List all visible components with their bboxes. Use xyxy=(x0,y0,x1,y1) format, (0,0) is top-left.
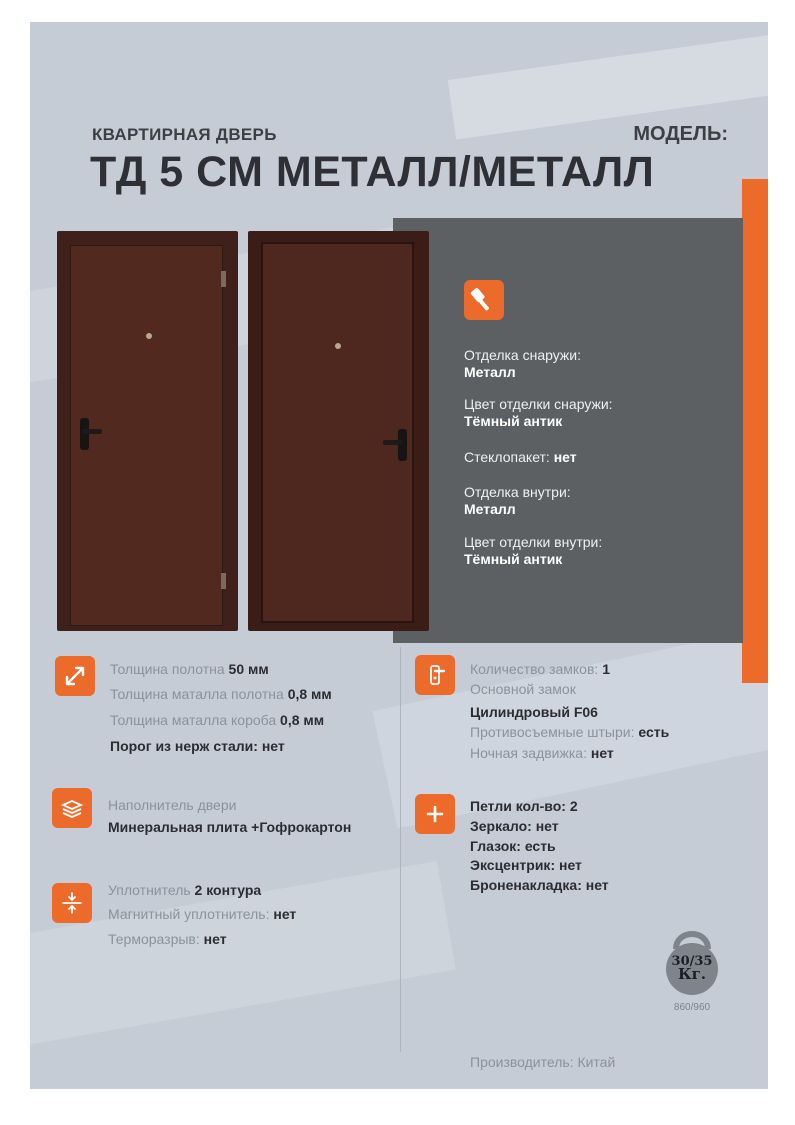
finish-spec: Цвет отделки снаружи: Тёмный антик xyxy=(464,396,613,429)
spec-line: Толщина маталла короба 0,8 мм xyxy=(110,712,325,728)
lock-plate xyxy=(80,418,89,450)
filler-value: Минеральная плита +Гофрокартон xyxy=(108,819,352,835)
spec-line: Цилиндровый F06 xyxy=(470,704,598,720)
spec-line: Эксцентрик: нет xyxy=(470,857,582,873)
finish-panel xyxy=(393,218,743,643)
resize-arrows-icon xyxy=(55,656,95,696)
peephole xyxy=(146,333,152,339)
accent-bar xyxy=(742,179,768,683)
spec-line: Толщина маталла полотна 0,8 мм xyxy=(110,686,332,702)
hinge xyxy=(221,573,226,589)
spec-line: Толщина полотна 50 мм xyxy=(110,661,269,677)
spec-line: Магнитный уплотнитель: нет xyxy=(108,906,297,922)
door-outside-image xyxy=(57,231,238,631)
column-divider xyxy=(400,647,401,1052)
spec-line: Ночная задвижка: нет xyxy=(470,745,614,761)
finish-spec: Стеклопакет: нет xyxy=(464,449,577,465)
spec-line: Петли кол-во: 2 xyxy=(470,798,578,814)
plus-icon xyxy=(415,794,455,834)
spec-line: Зеркало: нет xyxy=(470,818,559,834)
door-handle xyxy=(82,429,102,434)
peephole xyxy=(335,343,341,349)
layers-icon xyxy=(52,788,92,828)
spec-line: Уплотнитель 2 контура xyxy=(108,882,262,898)
product-sheet xyxy=(30,22,768,1089)
spec-line: Основной замок xyxy=(470,681,576,697)
model-label: МОДЕЛЬ: xyxy=(633,123,728,145)
finish-spec: Цвет отделки внутри: Тёмный антик xyxy=(464,534,603,567)
door-handle xyxy=(383,440,403,445)
weight-badge: 30/35 Кг. 860/960 xyxy=(662,927,722,1002)
manufacturer: Производитель: Китай xyxy=(470,1054,616,1070)
door-inside-image xyxy=(248,231,429,631)
product-category: КВАРТИРНАЯ ДВЕРЬ xyxy=(92,125,277,144)
spec-line: Броненакладка: нет xyxy=(470,877,609,893)
spec-line: Терморазрыв: нет xyxy=(108,931,227,947)
spec-line: Количество замков: 1 xyxy=(470,661,610,677)
spec-line: Противосъемные штыри: есть xyxy=(470,724,670,740)
door-handle-icon xyxy=(415,655,455,695)
page-title: ТД 5 СМ МЕТАЛЛ/МЕТАЛЛ xyxy=(90,148,655,196)
spec-line: Глазок: есть xyxy=(470,838,556,854)
finish-spec: Отделка снаружи: Металл xyxy=(464,347,581,380)
spec-line: Порог из нерж стали: нет xyxy=(110,738,285,754)
compress-icon xyxy=(52,883,92,923)
filler-label: Наполнитель двери xyxy=(108,797,237,813)
finish-spec: Отделка внутри: Металл xyxy=(464,484,571,517)
hinge xyxy=(221,271,226,287)
paint-roller-icon xyxy=(464,280,504,320)
lock-plate xyxy=(398,429,407,461)
